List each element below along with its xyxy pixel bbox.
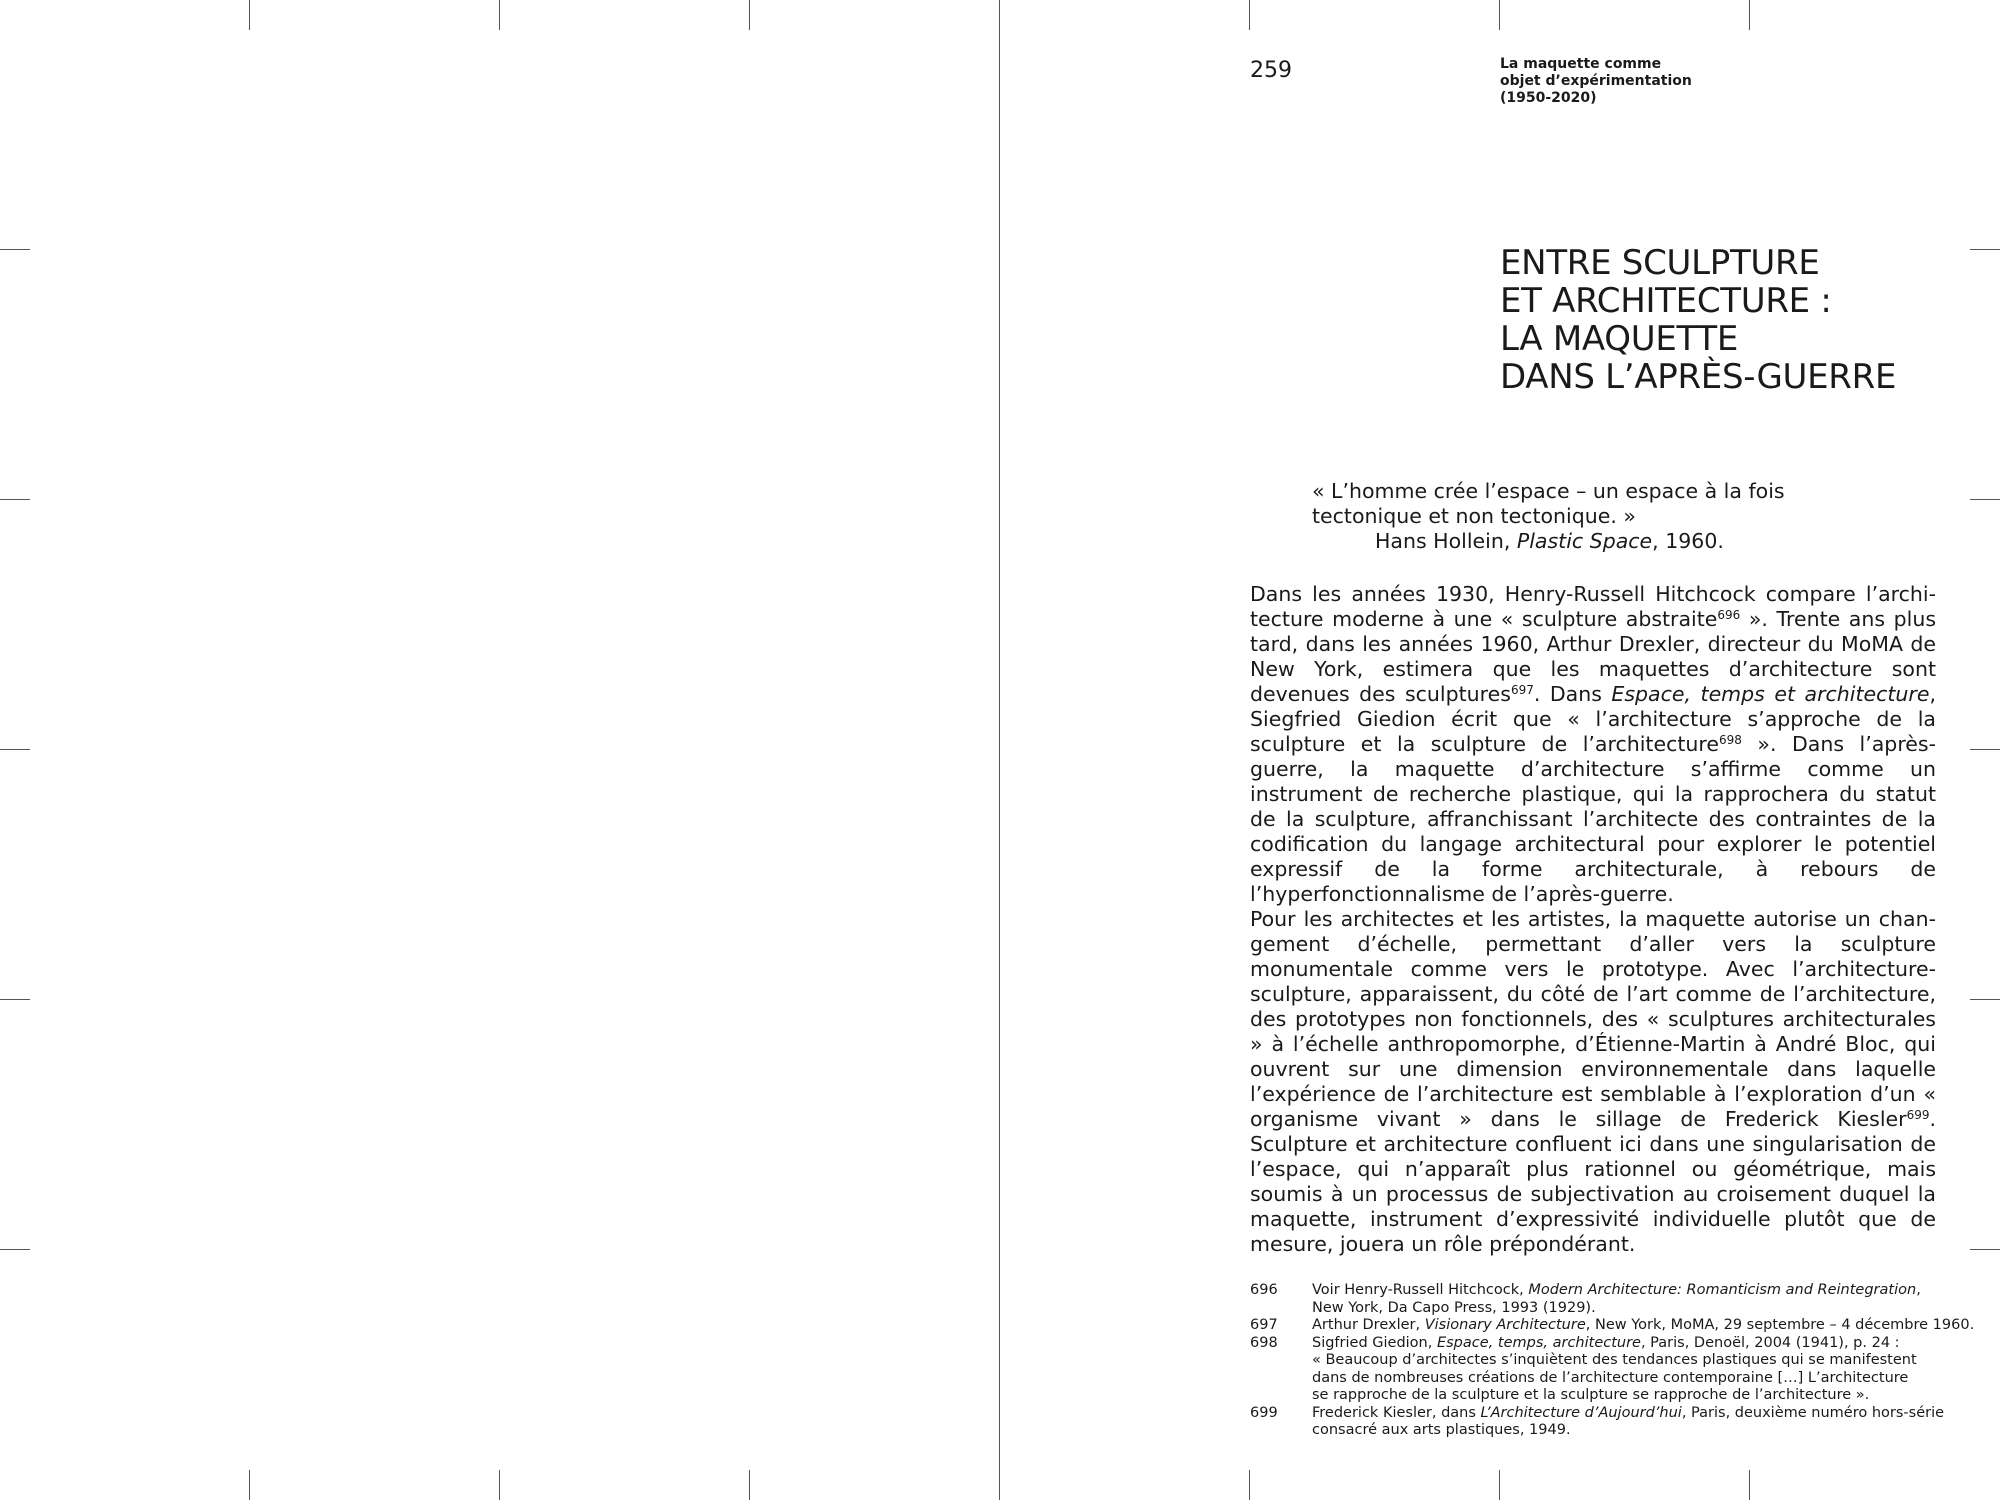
footnotes xyxy=(1250,1282,1975,1440)
footnote xyxy=(1250,1335,1940,1405)
crop-mark xyxy=(1749,1470,1750,1500)
footnote-ref: 696 xyxy=(1717,608,1741,622)
chapter-title-line: ET ARCHITECTURE : xyxy=(1500,281,1832,321)
footnote-ref: 697 xyxy=(1510,683,1534,697)
paragraph-text: ». Dans l’après-guerre, la maquette d’architecture s’affirme comme un instrument de recherche plastique, qui la rapprochera du statut de la sculpture, affranchissant l’architecte des contraintes de la codification du langage architectural pour explorer le potentiel expressif de la forme architecturale, à rebours de l’hyperfonctionnalisme de l’après-guerre. xyxy=(1250,732,1936,906)
footnote xyxy=(1250,1282,1940,1317)
footnote-number: 699 xyxy=(1250,1404,1278,1421)
footnote-text-line: « Beaucoup d’architectes s’inquiètent des tendances plastiques qui se manifestent xyxy=(1312,1352,1917,1368)
footnote-text xyxy=(1312,1317,1974,1335)
paragraph-text: Dans les années 1930, Henry-Russell Hitchcock compare l’architecture moderne à une « sculpture abstraite xyxy=(1250,582,1936,631)
crop-mark xyxy=(0,1249,30,1250)
footnote-text-part: Arthur Drexler, xyxy=(1312,1317,1425,1333)
footnote-cited-title: Espace, temps, architecture xyxy=(1436,1334,1641,1351)
footnote-text xyxy=(1312,1335,1940,1405)
crop-mark xyxy=(0,749,30,750)
epigraph-quote-line: « L’homme crée l’espace – un espace à la fois xyxy=(1312,479,1785,503)
body-paragraph xyxy=(1250,582,1936,907)
crop-mark xyxy=(1970,1249,2000,1250)
footnote-text-part: Frederick Kiesler, dans xyxy=(1312,1404,1481,1421)
paragraph-text: . Sculpture et architecture confluent ici dans une singularisation de l’espace, qui n’apparaît plus rationnel ou géométrique, mais soumis à un processus de subjectivation au croisement duquel la maquette, instrument d’expressivité individuelle plutôt que de mesure, jouera un rôle prépondérant. xyxy=(1250,1107,1936,1256)
footnote-ref: 698 xyxy=(1718,733,1742,747)
footnote-number: 697 xyxy=(1250,1317,1278,1333)
crop-mark xyxy=(1970,499,2000,500)
running-head-line: La maquette comme xyxy=(1500,56,1662,72)
footnote-text-line: dans de nombreuses créations de l’architecture contemporaine […] L’architecture xyxy=(1312,1369,1909,1386)
footnote-text-line: se rapproche de la sculpture et la sculpture se rapproche de l’architecture ». xyxy=(1312,1387,1870,1403)
crop-mark xyxy=(749,0,750,30)
paragraph-text: Pour les architectes et les artistes, la maquette autorise un changement d’échelle, permettant d’aller vers la sculpture monumentale comme vers le prototype. Avec l’architecture-sculpture, apparaissent, du côté de l’art comme de l’architecture, des prototypes non fonctionnels, des « sculptures architecturales » à l’échelle anthropomorphe, d’Étienne-Martin à André Bloc, qui ouvrent sur une dimension environnementale dans laquelle l’expérience de l’architecture est semblable à l’exploration d’un « organisme vivant » dans le sillage de Frederick Kiesler xyxy=(1250,907,1936,1131)
crop-mark xyxy=(1249,0,1250,30)
crop-mark xyxy=(1970,999,2000,1000)
footnote-text-part: , Paris, Denoël, 2004 (1941), p. 24 : xyxy=(1640,1334,1900,1351)
running-head-line: (1950-2020) xyxy=(1500,90,1597,106)
crop-mark xyxy=(749,1470,750,1500)
chapter-title xyxy=(1500,244,1896,396)
footnote-text xyxy=(1312,1282,1940,1317)
crop-mark xyxy=(499,1470,500,1500)
footnote xyxy=(1250,1317,1975,1335)
footnote-text-line: New York, Da Capo Press, 1993 (1929). xyxy=(1312,1299,1596,1316)
epigraph-work-title: Plastic Space xyxy=(1516,529,1653,553)
crop-mark xyxy=(1249,1470,1250,1500)
footnote-cited-title: Visionary Architecture xyxy=(1424,1317,1586,1333)
epigraph-attribution xyxy=(1312,529,1852,554)
page-spine xyxy=(999,0,1000,1500)
footnote xyxy=(1250,1404,1945,1440)
body-paragraph xyxy=(1250,907,1936,1257)
crop-mark xyxy=(0,999,30,1000)
crop-mark xyxy=(249,0,250,30)
footnote-text-part: , xyxy=(1916,1282,1921,1298)
crop-mark xyxy=(0,499,30,500)
crop-mark xyxy=(1970,749,2000,750)
chapter-title-line: DANS L’APRÈS-GUERRE xyxy=(1500,357,1897,397)
footnote-text-part: Voir Henry-Russell Hitchcock, xyxy=(1312,1282,1529,1298)
footnote-ref: 699 xyxy=(1906,1108,1930,1122)
footnote-text-line: consacré aux arts plastiques, 1949. xyxy=(1312,1422,1571,1438)
chapter-title-line: LA MAQUETTE xyxy=(1500,319,1739,359)
crop-mark xyxy=(499,0,500,30)
footnote-number: 696 xyxy=(1250,1282,1278,1298)
crop-mark xyxy=(1499,0,1500,30)
crop-mark xyxy=(1970,249,2000,250)
footnote-cited-title: L’Architecture d’Aujourd’hui xyxy=(1480,1404,1682,1421)
page-number: 259 xyxy=(1250,58,1292,83)
crop-mark xyxy=(0,249,30,250)
footnote-text-part: , New York, MoMA, 29 septembre – 4 décembre 1960. xyxy=(1585,1317,1975,1333)
paragraph-text: , Siegfried Giedion écrit que « l’architecture s’approche de la sculpture et la sculpture de l’architecture xyxy=(1250,682,1936,756)
footnote-text-part: , Paris, deuxième numéro hors-série xyxy=(1681,1404,1945,1421)
chapter-title-line: ENTRE SCULPTURE xyxy=(1500,243,1820,283)
paragraph-text: . Dans xyxy=(1533,682,1612,706)
running-head xyxy=(1500,56,1692,107)
crop-mark xyxy=(1499,1470,1500,1500)
footnote-text xyxy=(1312,1405,1944,1440)
paragraph-text: ». Trente ans plus tard, dans les années 1960, Arthur Drexler, directeur du MoMA de New York, estimera que les maquettes d’architecture sont devenues des sculptures xyxy=(1250,607,1936,706)
footnote-number: 698 xyxy=(1250,1334,1278,1351)
crop-mark xyxy=(1749,0,1750,30)
footnote-cited-title: Modern Architecture: Romanticism and Reintegration xyxy=(1528,1282,1917,1298)
crop-mark xyxy=(249,1470,250,1500)
footnote-text-part: Sigfried Giedion, xyxy=(1312,1334,1437,1351)
epigraph xyxy=(1312,479,1852,554)
cited-title: Espace, temps et architecture xyxy=(1611,682,1930,706)
epigraph-quote-line: tectonique et non tectonique. » xyxy=(1312,504,1636,528)
epigraph-year: , 1960. xyxy=(1652,529,1724,553)
epigraph-author: Hans Hollein, xyxy=(1375,529,1517,553)
running-head-line: objet d’expérimentation xyxy=(1500,73,1692,89)
